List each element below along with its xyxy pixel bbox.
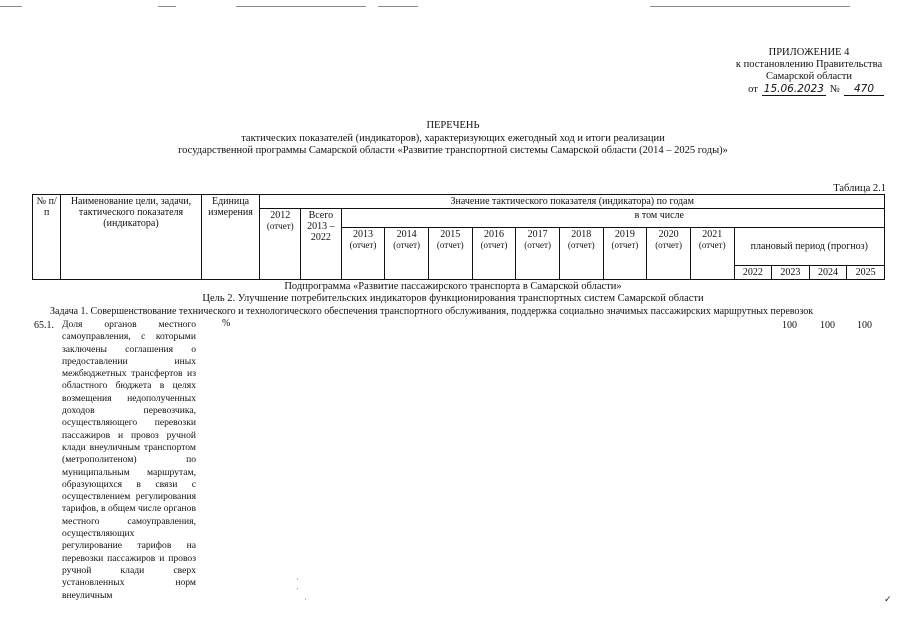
scan-speck: · [304,594,307,604]
scan-speck: · [296,584,299,594]
subprogram-title: Подпрограмма «Развитие пассажирского транспорта в Самарской области» [284,281,622,292]
goal-title: Цель 2. Улучшение потребительских индикаторов функционирования транспортных систем Самарской области [202,293,704,304]
year-note: (отчет) [567,240,595,250]
year-label: 2014 [396,229,417,240]
scan-mark [158,6,176,7]
decree-number: 470 [844,84,884,96]
scan-speck: ✓ [884,594,892,604]
scan-mark [0,6,22,7]
header-num: № п/п [33,195,61,280]
year-label: 2021 [702,229,723,240]
year-note: (отчет) [524,240,551,250]
header-including: в том числе [341,209,884,228]
year-label: 2016 [483,229,504,240]
scan-speck: · [296,574,299,584]
year-note: (отчет) [698,240,726,250]
header-year [472,228,516,280]
year-label: 2013 [352,229,373,240]
table-label: Таблица 2.1 [833,183,886,194]
appendix-line1: к постановлению Правительства [735,59,883,70]
header-year [559,228,603,280]
header-year [428,228,472,280]
document-subtitle-1: тактических показателей (индикаторов), характеризующих ежегодный ход и итоги реализации [241,132,665,144]
decree-date: 15.06.2023 [763,83,824,95]
header-year [516,228,560,280]
from-prefix: от [748,84,758,95]
row-number: 65.1. [34,320,54,331]
header-planned-year: 2022 [734,266,772,280]
indicator-unit: % [222,318,231,329]
decree-reference [734,84,884,96]
year-note: (отчет) [349,240,377,250]
document-heading: ПЕРЕЧЕНЬ [426,120,480,131]
task-title: Задача 1. Совершенствование технического и технологического обеспечения транспортного обслуживания, поддержка социально значимых пассажирских маршрутных перевозок [50,306,814,317]
value-2023: 100 [782,320,797,331]
scan-mark [650,6,850,7]
header-planned-period: плановый период (прогноз) [734,228,884,266]
appendix-line2: Самарской области [766,71,852,82]
appendix-title: ПРИЛОЖЕНИЕ 4 [768,47,850,58]
header-year-2012 [260,209,301,280]
year-label: 2017 [527,229,548,240]
header-planned-year: 2025 [847,266,885,280]
year-label: 2019 [614,229,635,240]
document-subtitle-2: государственной программы Самарской области «Развитие транспортной системы Самарской области (2014 – 2025 годы)» [178,145,728,156]
header-planned-year: 2023 [772,266,810,280]
year-note: (отчет) [436,240,464,250]
year-label: 2020 [658,229,679,240]
year-note: (отчет) [393,240,421,250]
year-note: (отчет) [266,221,294,231]
header-year [603,228,647,280]
year-note: (отчет) [611,240,639,250]
header-total: Всего 2013 – 2022 [301,209,342,280]
year-label: 2018 [571,229,592,240]
scan-mark [378,6,418,7]
header-name: Наименование цели, задачи, тактического показателя (индикатора) [61,195,201,280]
year-note: (отчет) [655,240,682,250]
header-year [690,228,734,280]
header-unit: Единица измерения [201,195,260,280]
indicator-table-header [32,194,885,280]
value-2025: 100 [857,320,872,331]
year-label: 2012 [270,210,291,221]
number-prefix: № [829,84,840,95]
year-note: (отчет) [480,240,508,250]
document-title [0,120,906,158]
appendix-block [734,47,884,96]
header-year [341,228,385,280]
header-year [385,228,429,280]
header-planned-year: 2024 [809,266,847,280]
header-value-group: Значение тактического показателя (индикатора) по годам [260,195,885,209]
value-2024: 100 [820,320,835,331]
year-label: 2015 [440,229,461,240]
header-year [647,228,691,280]
scan-mark [236,6,366,7]
indicator-name: Доля органов местного самоуправления, с которыми заключены соглашения о предоставлении иных межбюджетных трансфертов из областного бюджета в целях возмещения недополученных доходов перевозчика, осуществляющего перевозки пассажиров и провоз ручной клади внеуличным транспортом (метрополитеном) по муниципальным маршрутам, образующихся в связи с осуществлением регулирования тарифов, в общем числе органов местного самоуправления, осуществляющих регулирование тарифов на перевозки пассажиров и провоз ручной клади сверх установленных норм внеуличным [62,319,196,601]
